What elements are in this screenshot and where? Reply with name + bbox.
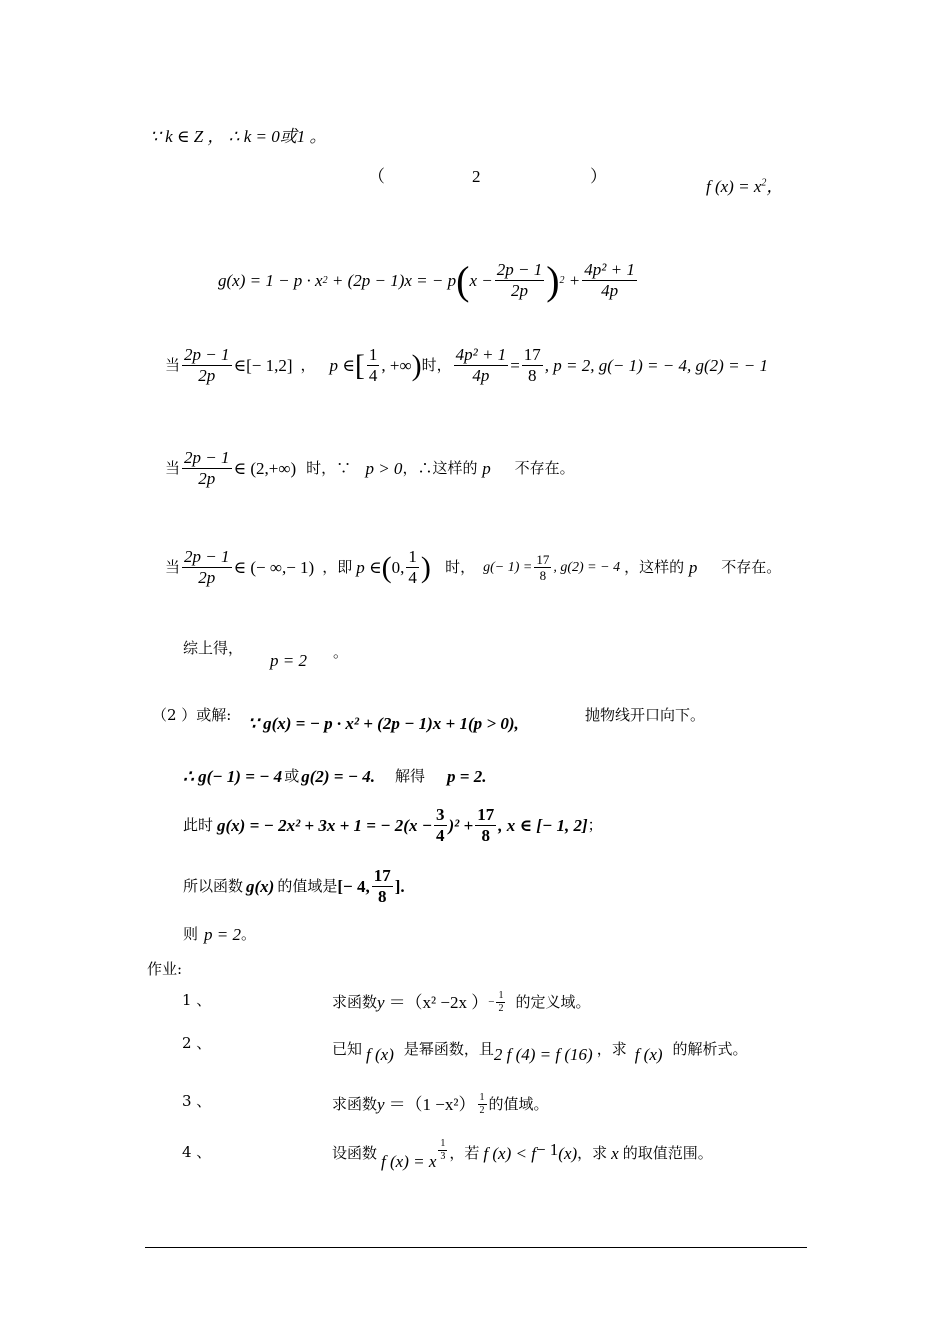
now-line: 此时 g(x) = − 2x² + 3x + 1 = − 2(x − $\frac{3}{4}$ )² + $\frac{17}{8}$ , x ∈ [− 1, 2] ； [183, 805, 603, 846]
hw-3-num: 3 、 [182, 1092, 212, 1110]
fx-definition: f $(x) = x^2$， [706, 177, 784, 196]
therefore-line: ∴ g(− 1) = − 4 或 g(2) = − 4. 解得 p = 2. [183, 767, 487, 786]
paren-right: ） [590, 167, 607, 186]
hw-4: 设函数 f (x) = x $\frac{1}{3}$ ，若 f (x) < f − 1 (x) ，求 x 的取值范围。 [332, 1138, 713, 1171]
gx-formula: g(x) = 1 − p · x 2 + (2p − 1)x = − p ( x − $\frac{2p - 1}{2p}$ ) 2 + $\frac{\text{4p² + 1}}{4p}$ [218, 257, 635, 303]
summary-value: p = 2 [270, 651, 307, 670]
case-3: 当 $\frac{2p - 1}{2p}$ ∈ (− ∞,− 1) ，即 p ∈ ( 0, $\frac{1}{4}$ ) 时， g(− 1) = $\frac{17}{8}$ , g(2) = − 4 ，这样的 p 不存在。 [165, 547, 782, 588]
then-line: 则 p = 2 。 [183, 925, 257, 944]
summary-end: 。 [333, 643, 349, 661]
hw-3: 求函数 y ＝（1 −x²） $\frac{1}{2}$ 的值域。 [332, 1092, 549, 1116]
line-k-integer: ∵ k ∈ Z ， ∴ k = 0或1 。 [150, 127, 327, 146]
case-2: 当 $\frac{2p - 1}{2p}$ ∈ (2,+∞) 时，∵ p > 0 ，∴这样的 p 不存在。 [165, 448, 575, 489]
footer-rule [145, 1247, 807, 1248]
hw-4-num: 4 、 [182, 1143, 212, 1161]
homework-title: 作业: [147, 960, 183, 978]
hw-2: 已知 f (x) 是幂函数，且 2 f (4) = f (16) ，求 f (x) 的解析式。 [332, 1040, 748, 1064]
summary-label: 综上得， [183, 639, 244, 657]
hw-2-num: 2 、 [182, 1034, 212, 1052]
hw-1-num: 1 、 [182, 991, 212, 1009]
part-number: 2 [472, 167, 481, 186]
alt-label: （2 ）或解: [152, 706, 232, 724]
alt-note: 抛物线开口向下。 [585, 706, 706, 724]
hw-1: 求函数 y ＝（x² −2x ） − $\frac{1}{2}$ 的定义域。 [332, 990, 591, 1014]
range-line: 所以函数 g(x) 的值域是 [− 4, $\frac{17}{8}$ ]. [183, 866, 405, 907]
paren-left: （ [368, 167, 385, 186]
case-1: 当 $\frac{2p - 1}{2p}$ ∈ [− 1,2] ， p ∈ [ $\frac{1}{4}$ , +∞ ) 时， $\frac{\text{4p² + 1}}{4p}$ = $\frac{17}{8}$ , p = 2, g(− 1) = − 4, g(2) = − 1 [165, 345, 769, 386]
alt-formula: ∵ g(x) = − p · x² + (2p − 1)x + 1(p > 0), [248, 714, 519, 733]
